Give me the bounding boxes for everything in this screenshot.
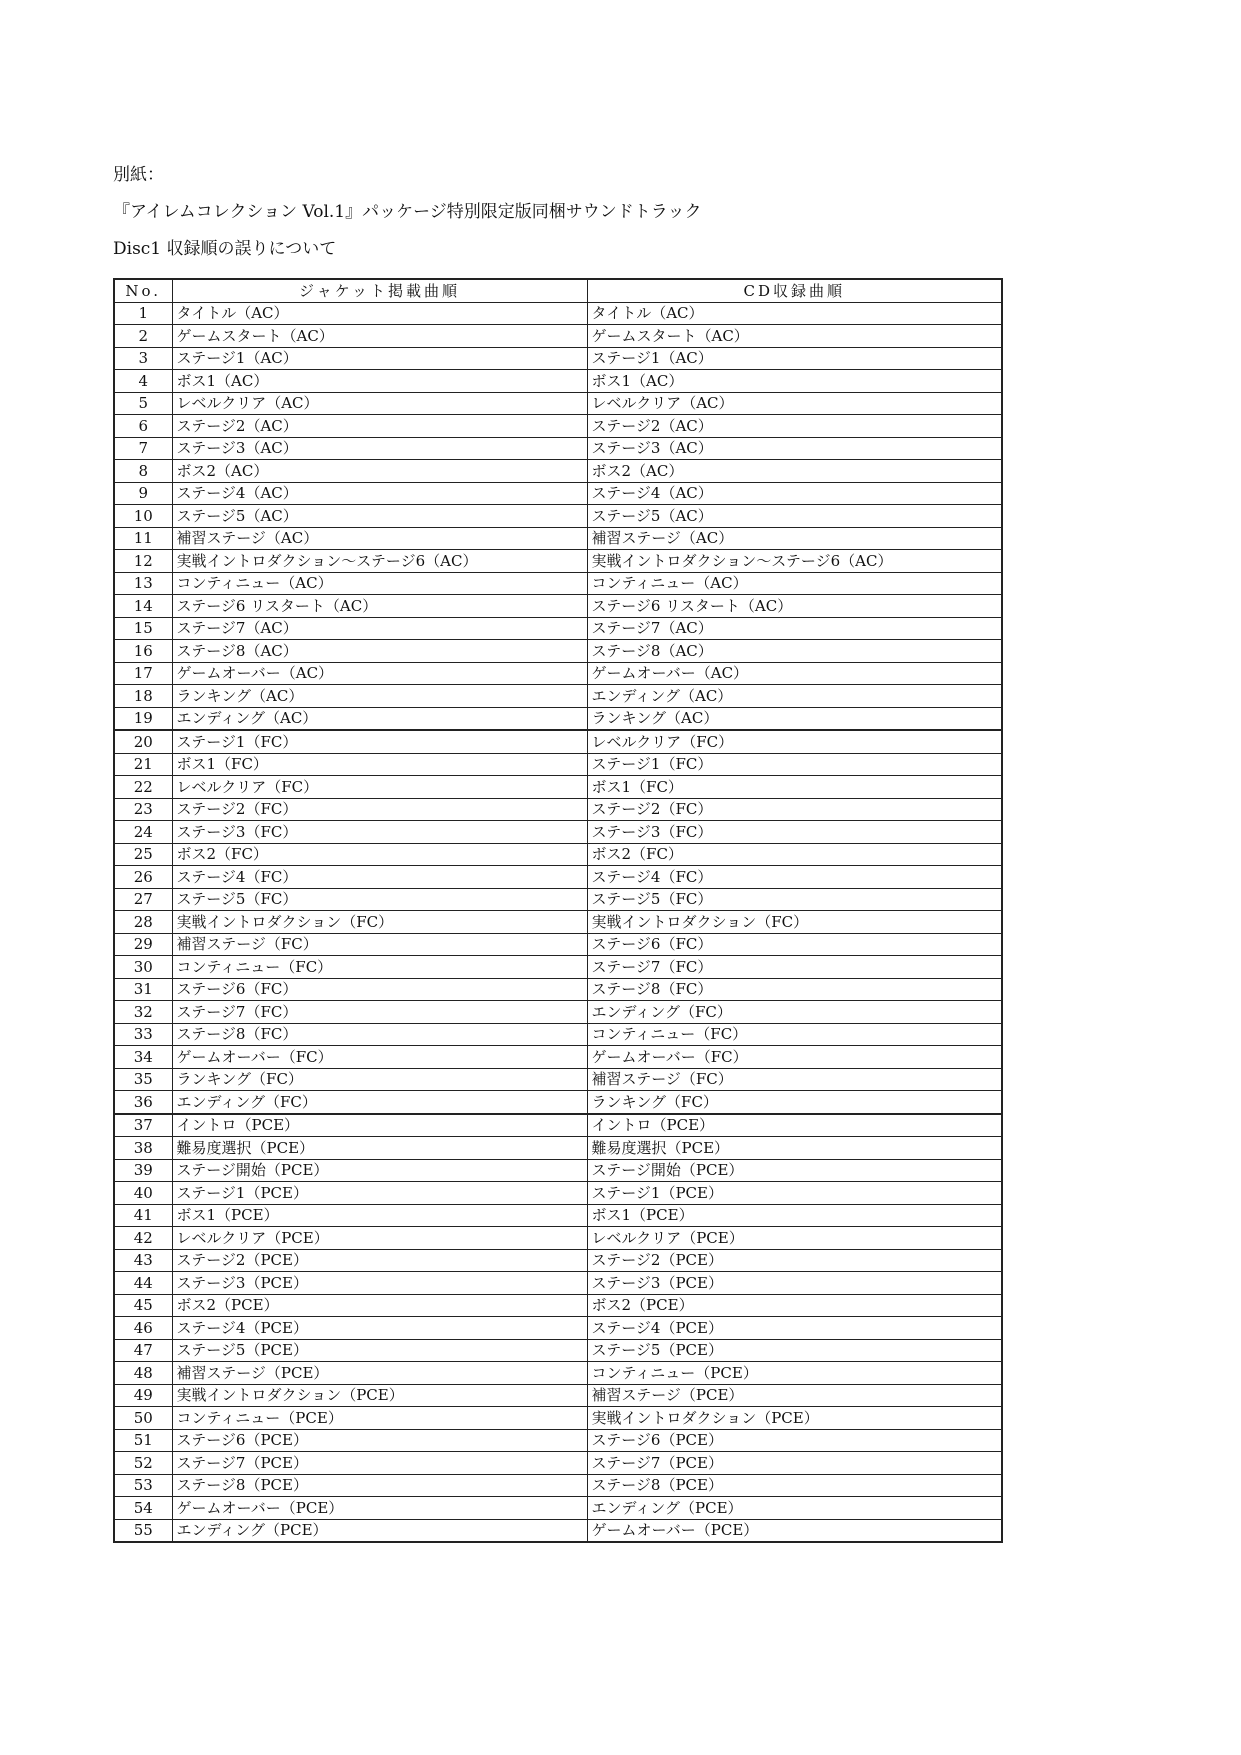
cd-track: 難易度選択（PCE）	[587, 1137, 1002, 1160]
track-number: 3	[114, 347, 172, 370]
jacket-track: ステージ2（AC）	[172, 415, 587, 438]
table-row	[114, 460, 1002, 483]
cd-track: レベルクリア（PCE）	[587, 1227, 1002, 1250]
jacket-track: レベルクリア（PCE）	[172, 1227, 587, 1250]
cd-track: ステージ5（FC）	[587, 888, 1002, 911]
jacket-track: 補習ステージ（FC）	[172, 933, 587, 956]
jacket-track: ステージ4（FC）	[172, 866, 587, 889]
jacket-track: レベルクリア（AC）	[172, 392, 587, 415]
track-number: 11	[114, 527, 172, 550]
jacket-track: ステージ3（PCE）	[172, 1272, 587, 1295]
table-body	[114, 302, 1002, 1542]
track-number: 43	[114, 1249, 172, 1272]
jacket-track: ステージ4（PCE）	[172, 1317, 587, 1340]
table-header-row	[114, 279, 1002, 302]
track-number: 40	[114, 1182, 172, 1205]
table-row	[114, 685, 1002, 708]
table-row	[114, 392, 1002, 415]
jacket-track: ステージ4（AC）	[172, 482, 587, 505]
cd-track: ゲームスタート（AC）	[587, 325, 1002, 348]
track-number: 52	[114, 1452, 172, 1475]
track-number: 9	[114, 482, 172, 505]
track-number: 35	[114, 1068, 172, 1091]
jacket-track: ボス1（AC）	[172, 370, 587, 393]
table-row	[114, 325, 1002, 348]
cd-track: ステージ1（FC）	[587, 753, 1002, 776]
table-row	[114, 730, 1002, 753]
cd-track: ステージ1（AC）	[587, 347, 1002, 370]
header-jacket-order: ジャケット掲載曲順	[172, 279, 587, 302]
jacket-track: ゲームオーバー（PCE）	[172, 1497, 587, 1520]
track-number: 34	[114, 1046, 172, 1069]
jacket-track: 難易度選択（PCE）	[172, 1137, 587, 1160]
jacket-track: ステージ7（FC）	[172, 1001, 587, 1024]
table-row	[114, 1023, 1002, 1046]
jacket-track: ゲームオーバー（FC）	[172, 1046, 587, 1069]
cd-track: 実戦イントロダクション（FC）	[587, 911, 1002, 934]
track-order-table	[113, 278, 1003, 1543]
table-row	[114, 888, 1002, 911]
track-number: 45	[114, 1294, 172, 1317]
track-number: 12	[114, 550, 172, 573]
table-row	[114, 347, 1002, 370]
table-row	[114, 1137, 1002, 1160]
jacket-track: ステージ2（PCE）	[172, 1249, 587, 1272]
cd-track: ステージ6 リスタート（AC）	[587, 595, 1002, 618]
jacket-track: 補習ステージ（AC）	[172, 527, 587, 550]
table-row	[114, 753, 1002, 776]
track-number: 10	[114, 505, 172, 528]
table-row	[114, 415, 1002, 438]
cd-track: ステージ5（AC）	[587, 505, 1002, 528]
table-row	[114, 1091, 1002, 1114]
jacket-track: コンティニュー（PCE）	[172, 1407, 587, 1430]
track-number: 44	[114, 1272, 172, 1295]
track-number: 41	[114, 1204, 172, 1227]
track-number: 38	[114, 1137, 172, 1160]
jacket-track: ステージ1（FC）	[172, 730, 587, 753]
track-number: 19	[114, 707, 172, 730]
jacket-track: ステージ6（PCE）	[172, 1429, 587, 1452]
track-number: 21	[114, 753, 172, 776]
table-row	[114, 1474, 1002, 1497]
table-row	[114, 1429, 1002, 1452]
table-row	[114, 911, 1002, 934]
cd-track: ステージ開始（PCE）	[587, 1159, 1002, 1182]
jacket-track: ステージ3（AC）	[172, 437, 587, 460]
jacket-track: ステージ7（PCE）	[172, 1452, 587, 1475]
document-title: 『アイレムコレクション Vol.1』パッケージ特別限定版同梱サウンドトラック	[113, 202, 702, 222]
cd-track: 実戦イントロダクション（PCE）	[587, 1407, 1002, 1430]
jacket-track: コンティニュー（AC）	[172, 572, 587, 595]
jacket-track: ステージ8（PCE）	[172, 1474, 587, 1497]
jacket-track: 実戦イントロダクション（PCE）	[172, 1384, 587, 1407]
cd-track: レベルクリア（AC）	[587, 392, 1002, 415]
table-row	[114, 1182, 1002, 1205]
cd-track: タイトル（AC）	[587, 302, 1002, 325]
cd-track: ステージ5（PCE）	[587, 1339, 1002, 1362]
track-number: 5	[114, 392, 172, 415]
jacket-track: タイトル（AC）	[172, 302, 587, 325]
table-row	[114, 370, 1002, 393]
cd-track: 補習ステージ（FC）	[587, 1068, 1002, 1091]
jacket-track: ステージ5（AC）	[172, 505, 587, 528]
track-number: 20	[114, 730, 172, 753]
track-number: 22	[114, 776, 172, 799]
cd-track: ステージ3（AC）	[587, 437, 1002, 460]
table-row	[114, 933, 1002, 956]
document-subtitle: Disc1 収録順の誤りについて	[113, 239, 337, 259]
track-number: 29	[114, 933, 172, 956]
track-number: 36	[114, 1091, 172, 1114]
table-row	[114, 1407, 1002, 1430]
table-row	[114, 1519, 1002, 1542]
jacket-track: ボス2（PCE）	[172, 1294, 587, 1317]
track-number: 54	[114, 1497, 172, 1520]
cd-track: ゲームオーバー（PCE）	[587, 1519, 1002, 1542]
table-row	[114, 595, 1002, 618]
cd-track: ステージ8（PCE）	[587, 1474, 1002, 1497]
cd-track: ボス2（PCE）	[587, 1294, 1002, 1317]
cd-track: ステージ3（PCE）	[587, 1272, 1002, 1295]
table-row	[114, 437, 1002, 460]
track-number: 13	[114, 572, 172, 595]
table-row	[114, 640, 1002, 663]
cd-track: ゲームオーバー（FC）	[587, 1046, 1002, 1069]
cd-track: エンディング（FC）	[587, 1001, 1002, 1024]
jacket-track: ランキング（FC）	[172, 1068, 587, 1091]
track-number: 50	[114, 1407, 172, 1430]
jacket-track: ステージ5（PCE）	[172, 1339, 587, 1362]
table-row	[114, 707, 1002, 730]
cd-track: ステージ3（FC）	[587, 821, 1002, 844]
cd-track: ランキング（FC）	[587, 1091, 1002, 1114]
track-number: 32	[114, 1001, 172, 1024]
header-no: No.	[114, 279, 172, 302]
jacket-track: コンティニュー（FC）	[172, 956, 587, 979]
cd-track: ゲームオーバー（AC）	[587, 662, 1002, 685]
cd-track: ステージ2（PCE）	[587, 1249, 1002, 1272]
cd-track: ステージ4（FC）	[587, 866, 1002, 889]
table-row	[114, 1114, 1002, 1137]
track-number: 47	[114, 1339, 172, 1362]
track-number: 17	[114, 662, 172, 685]
table-row	[114, 1001, 1002, 1024]
track-number: 28	[114, 911, 172, 934]
jacket-track: ステージ8（FC）	[172, 1023, 587, 1046]
table-row	[114, 1384, 1002, 1407]
jacket-track: ボス1（PCE）	[172, 1204, 587, 1227]
header-cd-order: CD収録曲順	[587, 279, 1002, 302]
table-row	[114, 1294, 1002, 1317]
table-row	[114, 617, 1002, 640]
jacket-track: ボス2（FC）	[172, 843, 587, 866]
cd-track: 補習ステージ（AC）	[587, 527, 1002, 550]
cd-track: ボス1（FC）	[587, 776, 1002, 799]
track-number: 1	[114, 302, 172, 325]
cd-track: ボス1（AC）	[587, 370, 1002, 393]
track-number: 16	[114, 640, 172, 663]
track-number: 55	[114, 1519, 172, 1542]
cd-track: イントロ（PCE）	[587, 1114, 1002, 1137]
table-row	[114, 798, 1002, 821]
track-number: 8	[114, 460, 172, 483]
jacket-track: エンディング（PCE）	[172, 1519, 587, 1542]
table-row	[114, 1227, 1002, 1250]
cd-track: 補習ステージ（PCE）	[587, 1384, 1002, 1407]
track-number: 14	[114, 595, 172, 618]
cd-track: ボス1（PCE）	[587, 1204, 1002, 1227]
table-row	[114, 550, 1002, 573]
track-number: 15	[114, 617, 172, 640]
track-number: 25	[114, 843, 172, 866]
table-row	[114, 572, 1002, 595]
jacket-track: イントロ（PCE）	[172, 1114, 587, 1137]
table-row	[114, 505, 1002, 528]
jacket-track: ステージ6（FC）	[172, 978, 587, 1001]
jacket-track: ボス2（AC）	[172, 460, 587, 483]
track-number: 39	[114, 1159, 172, 1182]
table-row	[114, 1272, 1002, 1295]
table-row	[114, 866, 1002, 889]
track-number: 31	[114, 978, 172, 1001]
cd-track: ステージ6（PCE）	[587, 1429, 1002, 1452]
table-row	[114, 1497, 1002, 1520]
table-row	[114, 1068, 1002, 1091]
track-number: 4	[114, 370, 172, 393]
track-number: 49	[114, 1384, 172, 1407]
jacket-track: 実戦イントロダクション（FC）	[172, 911, 587, 934]
jacket-track: 実戦イントロダクション～ステージ6（AC）	[172, 550, 587, 573]
table-row	[114, 662, 1002, 685]
track-number: 46	[114, 1317, 172, 1340]
table-row	[114, 1317, 1002, 1340]
track-number: 42	[114, 1227, 172, 1250]
jacket-track: ランキング（AC）	[172, 685, 587, 708]
track-number: 24	[114, 821, 172, 844]
table-row	[114, 776, 1002, 799]
jacket-track: ステージ6 リスタート（AC）	[172, 595, 587, 618]
cd-track: ステージ4（AC）	[587, 482, 1002, 505]
cd-track: ランキング（AC）	[587, 707, 1002, 730]
cd-track: ステージ7（FC）	[587, 956, 1002, 979]
track-number: 26	[114, 866, 172, 889]
track-number: 27	[114, 888, 172, 911]
track-number: 7	[114, 437, 172, 460]
jacket-track: ステージ2（FC）	[172, 798, 587, 821]
jacket-track: エンディング（AC）	[172, 707, 587, 730]
table-row	[114, 1452, 1002, 1475]
track-number: 2	[114, 325, 172, 348]
cd-track: コンティニュー（PCE）	[587, 1362, 1002, 1385]
table-row	[114, 1159, 1002, 1182]
cd-track: ステージ8（AC）	[587, 640, 1002, 663]
cd-track: エンディング（PCE）	[587, 1497, 1002, 1520]
track-number: 18	[114, 685, 172, 708]
cd-track: ステージ8（FC）	[587, 978, 1002, 1001]
jacket-track: ステージ3（FC）	[172, 821, 587, 844]
cd-track: ステージ4（PCE）	[587, 1317, 1002, 1340]
cd-track: ステージ6（FC）	[587, 933, 1002, 956]
track-number: 33	[114, 1023, 172, 1046]
jacket-track: エンディング（FC）	[172, 1091, 587, 1114]
jacket-track: ステージ5（FC）	[172, 888, 587, 911]
track-number: 53	[114, 1474, 172, 1497]
table-row	[114, 1362, 1002, 1385]
table-row	[114, 978, 1002, 1001]
table-row	[114, 1046, 1002, 1069]
track-number: 37	[114, 1114, 172, 1137]
jacket-track: ゲームオーバー（AC）	[172, 662, 587, 685]
jacket-track: ステージ7（AC）	[172, 617, 587, 640]
track-number: 48	[114, 1362, 172, 1385]
table-row	[114, 1249, 1002, 1272]
table-row	[114, 482, 1002, 505]
cd-track: エンディング（AC）	[587, 685, 1002, 708]
jacket-track: ゲームスタート（AC）	[172, 325, 587, 348]
track-number: 23	[114, 798, 172, 821]
cd-track: ステージ2（AC）	[587, 415, 1002, 438]
table-row	[114, 843, 1002, 866]
jacket-track: 補習ステージ（PCE）	[172, 1362, 587, 1385]
jacket-track: ステージ1（PCE）	[172, 1182, 587, 1205]
cd-track: ステージ7（PCE）	[587, 1452, 1002, 1475]
cd-track: ボス2（AC）	[587, 460, 1002, 483]
cd-track: コンティニュー（FC）	[587, 1023, 1002, 1046]
table-row	[114, 1339, 1002, 1362]
note-label: 別紙：	[113, 165, 164, 185]
cd-track: ステージ1（PCE）	[587, 1182, 1002, 1205]
cd-track: ステージ2（FC）	[587, 798, 1002, 821]
jacket-track: ステージ1（AC）	[172, 347, 587, 370]
jacket-track: ステージ8（AC）	[172, 640, 587, 663]
track-number: 6	[114, 415, 172, 438]
table-row	[114, 527, 1002, 550]
table-row	[114, 302, 1002, 325]
table-row	[114, 956, 1002, 979]
jacket-track: レベルクリア（FC）	[172, 776, 587, 799]
cd-track: レベルクリア（FC）	[587, 730, 1002, 753]
cd-track: ボス2（FC）	[587, 843, 1002, 866]
cd-track: 実戦イントロダクション～ステージ6（AC）	[587, 550, 1002, 573]
cd-track: コンティニュー（AC）	[587, 572, 1002, 595]
cd-track: ステージ7（AC）	[587, 617, 1002, 640]
jacket-track: ボス1（FC）	[172, 753, 587, 776]
track-number: 30	[114, 956, 172, 979]
jacket-track: ステージ開始（PCE）	[172, 1159, 587, 1182]
table-row	[114, 1204, 1002, 1227]
table-row	[114, 821, 1002, 844]
track-number: 51	[114, 1429, 172, 1452]
